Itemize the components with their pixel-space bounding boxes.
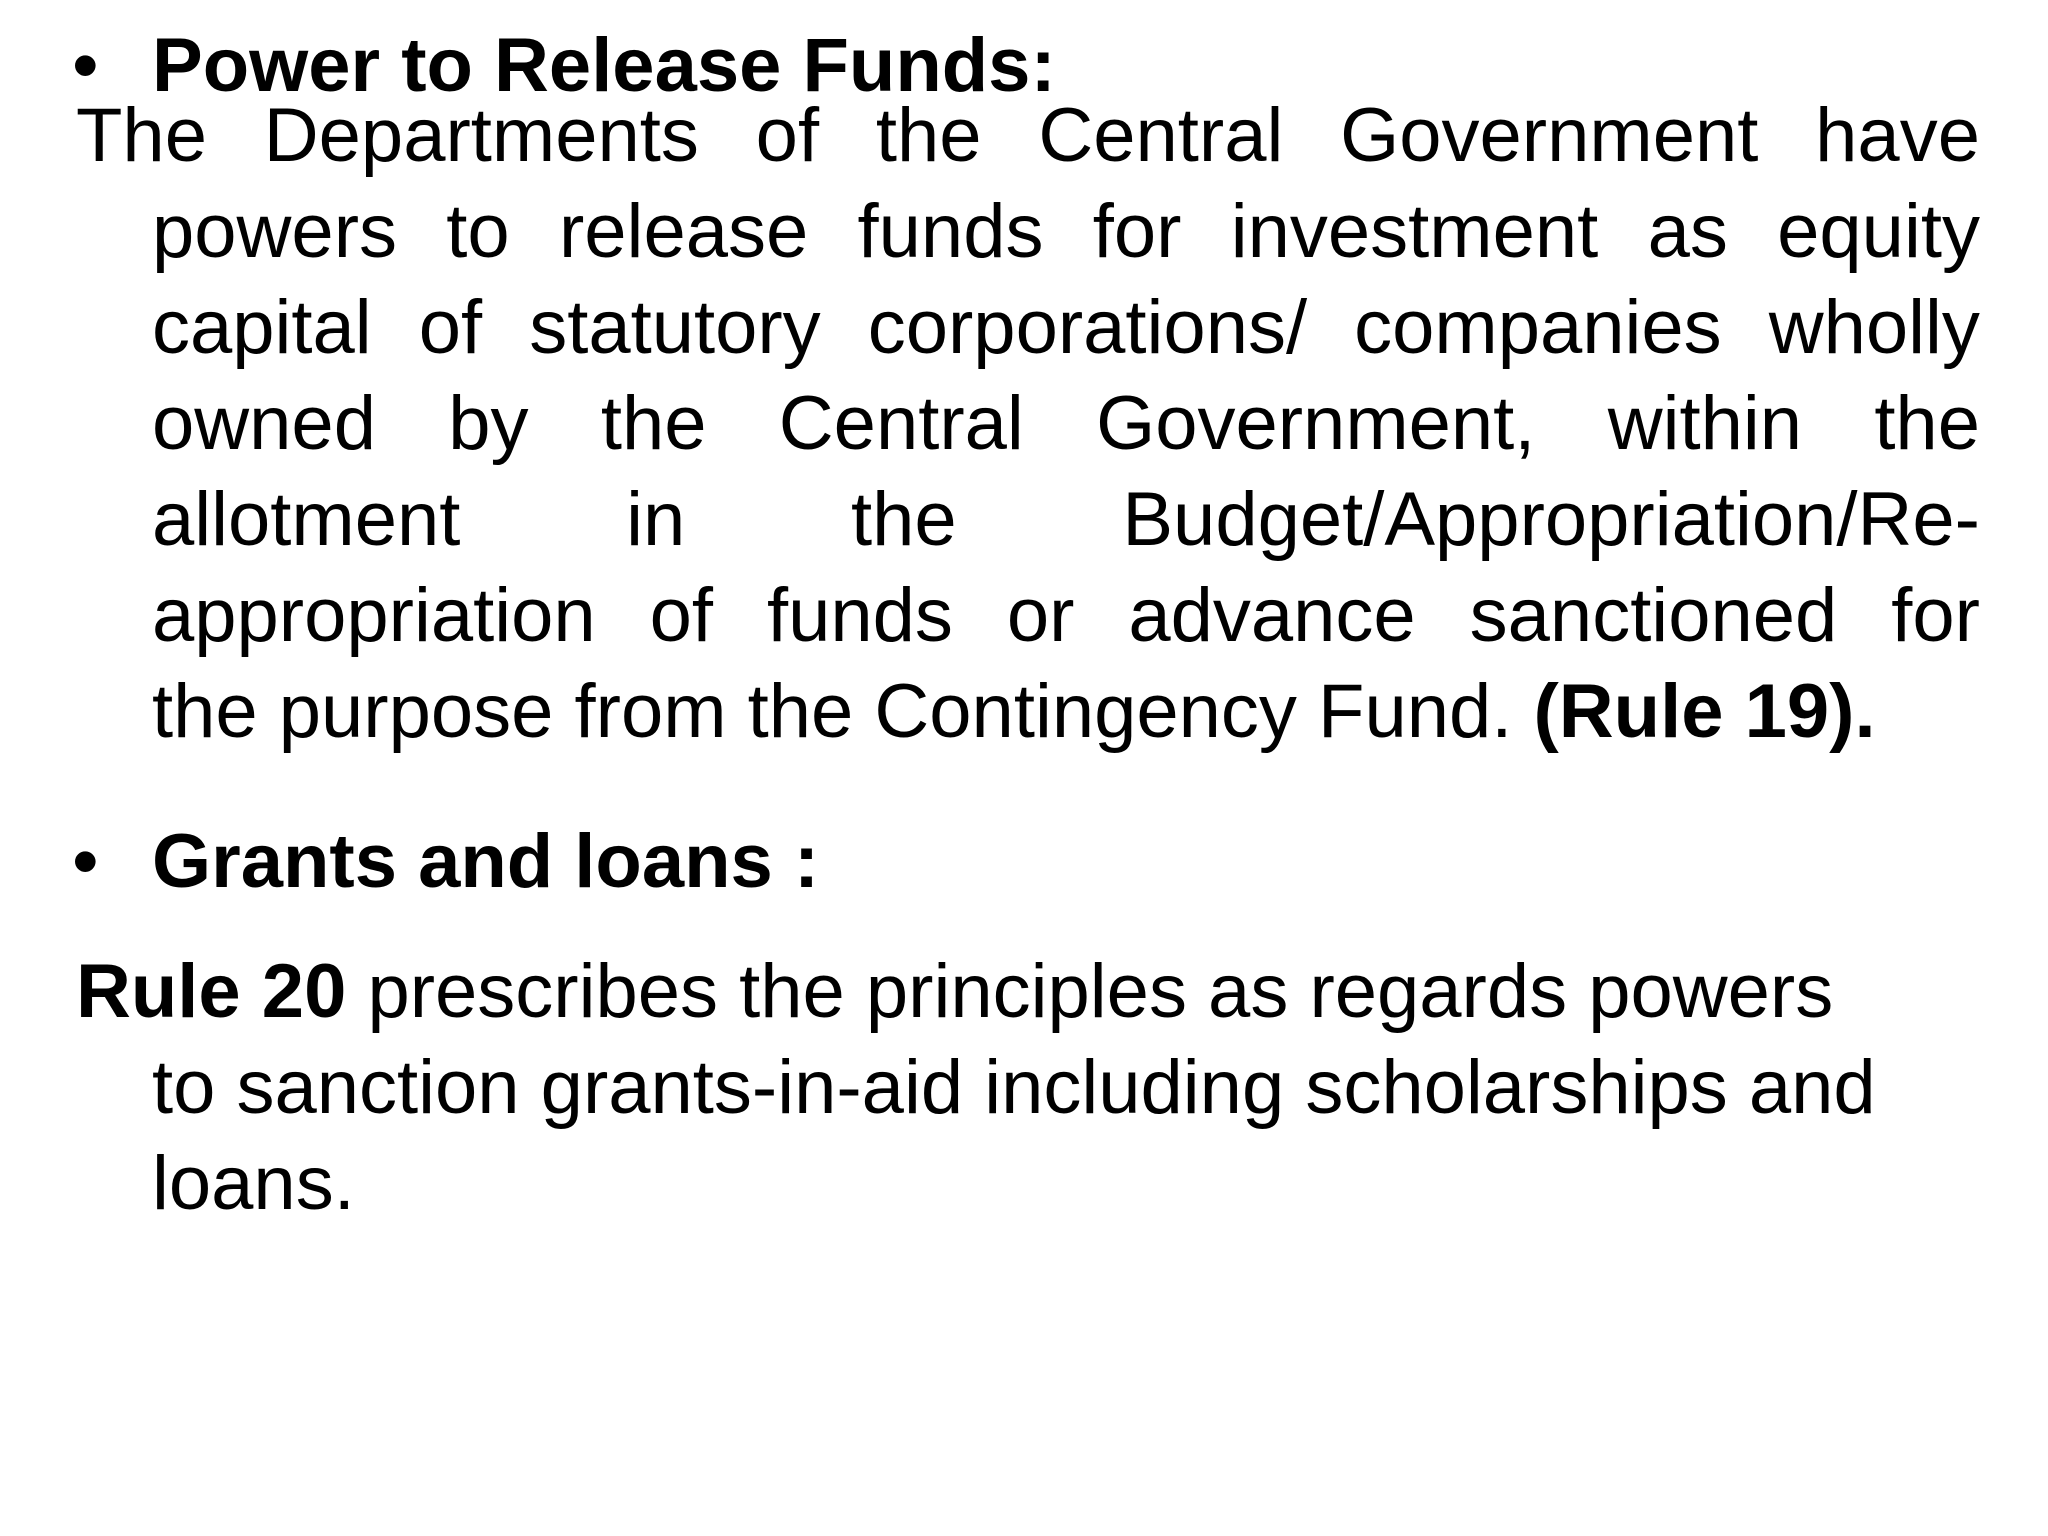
paragraph-release-funds <box>76 88 1980 760</box>
rule-20-label: Rule 20 <box>76 949 347 1034</box>
para1-line3-word: capital <box>152 285 372 370</box>
para1-line7-text: the purpose from the Contingency Fund. <box>152 669 1534 754</box>
para1-line1-word: Departments <box>263 93 699 178</box>
para2-line3 <box>76 1136 1980 1232</box>
para1-line2-word: equity <box>1777 189 1980 274</box>
para1-line1-word: have <box>1815 93 1980 178</box>
bullet-dot-icon: • <box>72 819 99 904</box>
para1-line1-word: Central <box>1038 93 1284 178</box>
para1-line2-word: funds <box>857 189 1044 274</box>
para1-line6-word: advance <box>1128 573 1416 658</box>
para1-line4-word: by <box>448 381 529 466</box>
para1-line4-word: owned <box>152 381 376 466</box>
para1-line6-word: appropriation <box>152 573 596 658</box>
para1-line5-word: in <box>626 477 686 562</box>
para1-line3-word: of <box>418 285 483 370</box>
para1-line1 <box>76 88 1980 184</box>
para1-line4-word: the <box>600 381 707 466</box>
para1-line1-word: the <box>875 93 982 178</box>
para1-line1-word: of <box>755 93 820 178</box>
para1-line6-word: or <box>1006 573 1075 658</box>
para1-line6-word: for <box>1891 573 1980 658</box>
para1-line3-word: wholly <box>1768 285 1980 370</box>
para1-line2-word: release <box>558 189 809 274</box>
para2-line2-text: to sanction grants-in-aid including scholarships and <box>152 1045 1876 1130</box>
para1-line3-word: companies <box>1354 285 1722 370</box>
para1-line7 <box>76 664 1980 760</box>
para1-line2-word: to <box>446 189 510 274</box>
para2-line1-text: prescribes the principles as regards powers <box>346 949 1834 1034</box>
para1-line3 <box>76 280 1980 376</box>
para1-line4-word: Government, <box>1096 381 1536 466</box>
rule-19-reference: (Rule 19). <box>1533 669 1876 754</box>
para1-line4-word: within <box>1607 381 1803 466</box>
para1-line2-word: investment <box>1230 189 1599 274</box>
para1-line6-word: funds <box>766 573 953 658</box>
para1-line5 <box>76 472 1980 568</box>
para1-line4-word: the <box>1874 381 1980 466</box>
para1-line2-word: as <box>1647 189 1728 274</box>
para1-line3-word: statutory <box>529 285 821 370</box>
para1-line4 <box>76 376 1980 472</box>
para1-line1-word: Government <box>1340 93 1759 178</box>
para1-line3-word: corporations/ <box>867 285 1308 370</box>
para1-line5-word: allotment <box>152 477 461 562</box>
para1-line2 <box>76 184 1980 280</box>
paragraph-rule-20 <box>76 944 1980 1232</box>
para1-line2-word: for <box>1092 189 1182 274</box>
para1-line4-word: Central <box>778 381 1024 466</box>
para1-line5-word: the <box>850 477 957 562</box>
para1-line2-word: powers <box>152 189 397 274</box>
para1-line5-word: Budget/Appropriation/Re- <box>1122 477 1980 562</box>
para1-line6-word: sanctioned <box>1469 573 1838 658</box>
para2-line3-text: loans. <box>152 1141 355 1226</box>
bullet-heading: Grants and loans : <box>152 819 820 904</box>
bullet-heading: Power to Release Funds: <box>152 23 1056 108</box>
bullet-dot-icon: • <box>72 23 99 108</box>
para2-line1 <box>76 944 1980 1040</box>
para2-line2 <box>76 1040 1980 1136</box>
para1-line6-word: of <box>649 573 713 658</box>
para1-line1-word: The <box>76 93 207 178</box>
para1-line6 <box>76 568 1980 664</box>
